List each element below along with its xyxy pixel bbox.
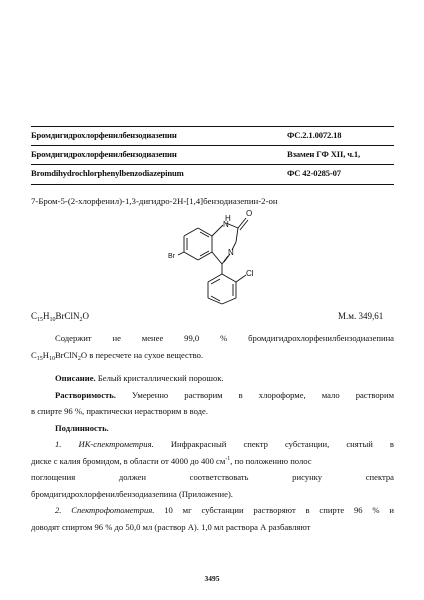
ir-line-2: диске с калия бромидом, в области от 4000 до 400 $см^{-1}$, по положению полос [31,455,312,466]
header-row-1 [31,130,394,144]
solubility-line-2: в спирте 96 %, практически нерастворим в воде. [31,406,208,416]
description-line: Описание. Белый кристаллический порошок. [55,373,224,383]
identity-heading: Подлинность. [55,422,109,433]
page-number: 3495 [204,574,220,583]
header-old-code: ФС 42-0285-07 [287,168,341,178]
content-section [31,330,394,535]
solubility-line-1: Растворимость. Умеренно растворим в хлороформе, мало растворим [55,389,395,400]
molar-mass: М.м. 349,61 [338,311,384,321]
header-doc-code: ФС.2.1.0072.18 [287,130,342,140]
header-name-ru: Бромдигидрохлорфенилбензодиазепин [31,130,177,140]
struct-h-label: H [225,214,231,223]
molecular-formula: $C_{15}H_{10}BrClN_2O$ [31,311,90,323]
header-name-ru-2: Бромдигидрохлорфенилбензодиазепин [31,149,177,159]
spec-line-1: 2. Спектрофотометрия. 10 мг субстанции растворяют в спирте 96 % и [55,505,394,515]
header-row-3 [31,168,394,182]
assay-line-1: Содержит не менее 99,0 % бромдигидрохлорфенилбензодиазепина [55,333,394,343]
struct-br-label: Br [168,253,175,260]
header-replaces: Взамен ГФ XII, ч.1, [287,149,361,159]
header-top-rule [31,126,394,127]
header-row-2 [31,149,394,163]
header-rule-2 [31,164,394,165]
ir-line-4: бромдигидрохлорфенилбензодиазепина (Приложение). [31,488,233,499]
ir-line-1: 1. ИК-спектрометрия. Инфракрасный спектр субстанции, снятый в [55,439,394,449]
structural-formula [168,206,294,304]
iupac-name: 7-Бром-5-(2-хлорфенил)-1,3-дигидро-2Н-[1,4]бензодиазепин-2-он [31,196,278,206]
header-bottom-rule [31,184,394,185]
struct-o-label: O [246,209,253,218]
struct-cl-label: Cl [246,269,254,278]
spec-line-2: доводят спиртом 96 % до 50,0 мл (раствор А). 1,0 мл раствора А разбавляют [31,521,311,532]
ir-line-3: поглощения должен соответствовать рисунку спектра [31,472,394,482]
struct-n4-label: N [228,248,234,257]
assay-line-2: $C_{15}H_{10}BrClN_2O$ в пересчете на сухое вещество. [31,349,204,362]
header-rule-1 [31,145,394,146]
header-name-latin: Bromdihydrochlorphenylbenzodiazepinum [31,168,184,178]
struct-n1-label: N [223,220,229,229]
